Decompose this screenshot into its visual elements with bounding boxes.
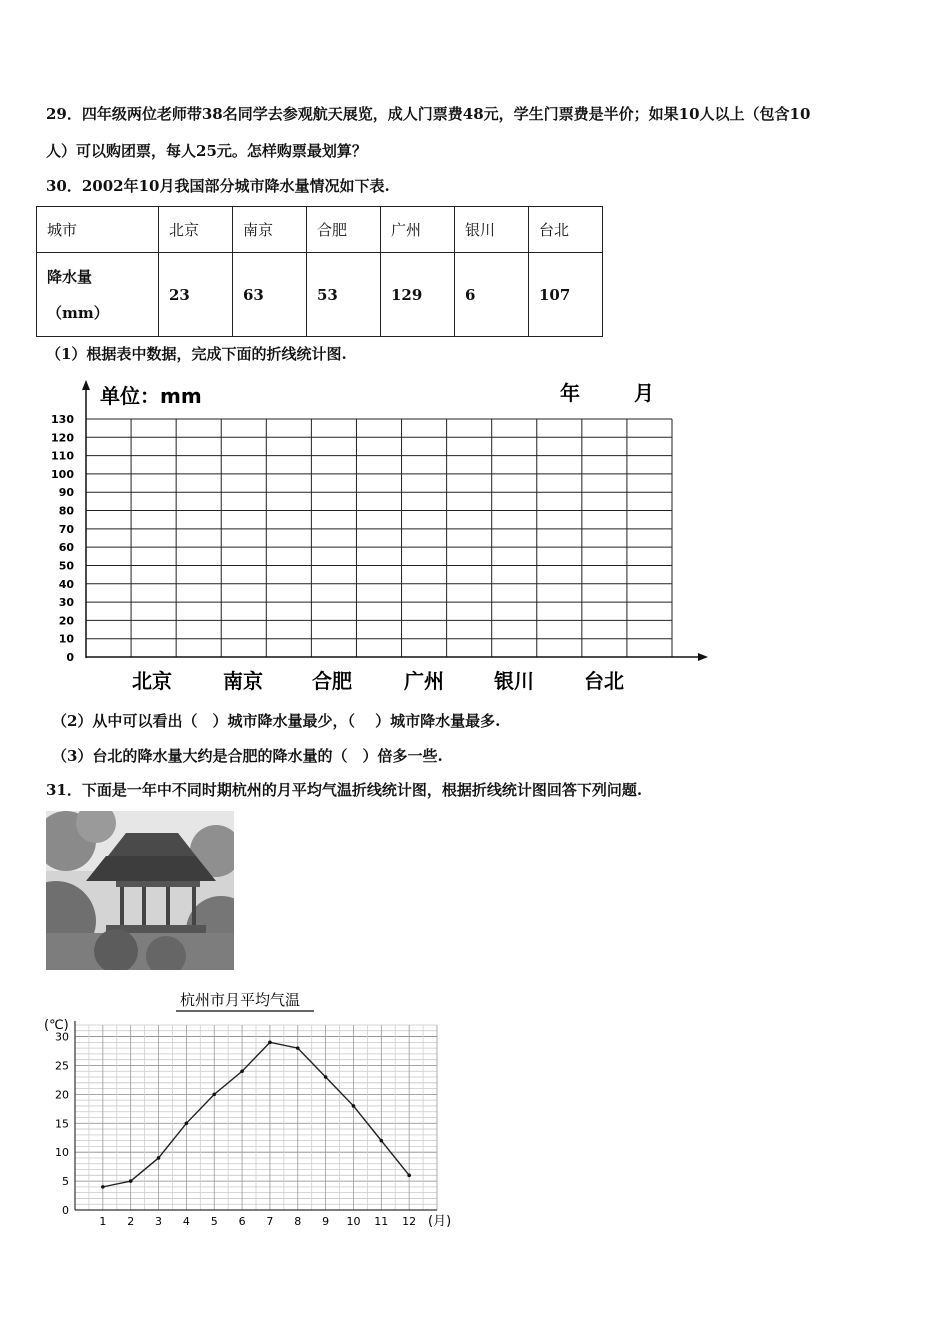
- temperature-line-chart: [30, 985, 470, 1235]
- chart-title: 杭州市月平均气温: [180, 991, 301, 1009]
- y-tick-label: 50: [58, 559, 74, 573]
- y-tick-label: 10: [58, 632, 74, 646]
- blank-line-chart: [0, 370, 950, 700]
- y-tick-label: 20: [55, 1088, 69, 1102]
- x-category-label: 广州: [404, 669, 444, 693]
- x-category-label: 台北: [584, 669, 624, 693]
- temperature-data-point: [296, 1046, 300, 1050]
- month-label: 月: [634, 381, 654, 405]
- rainfall-table: [36, 206, 603, 337]
- table-cell-city: 合肥: [307, 207, 381, 253]
- y-tick-label: 70: [58, 522, 74, 536]
- y-tick-label: 25: [55, 1059, 69, 1073]
- y-tick-label: 110: [51, 449, 74, 463]
- x-axis-label: (月): [428, 1214, 452, 1229]
- q29-line-1: 29．四年级两位老师带38名同学去参观航天展览，成人门票费48元，学生门票费是半价；如果10人以上（包含10: [46, 105, 811, 123]
- x-tick-label: 11: [374, 1215, 389, 1228]
- temperature-data-point: [101, 1185, 105, 1189]
- q30-part3: （3）台北的降水量大约是合肥的降水量的（ ）倍多一些.: [52, 747, 443, 765]
- blank-chart-y-ticks: [51, 413, 74, 664]
- q29-line-2: 人）可以购团票，每人25元。怎样购票最划算？: [46, 142, 367, 160]
- q30-part1: （1）根据表中数据，完成下面的折线统计图.: [46, 345, 347, 363]
- temperature-data-point: [324, 1075, 328, 1079]
- y-tick-label: 30: [58, 596, 74, 610]
- temperature-data-point: [129, 1179, 133, 1183]
- y-tick-label: 130: [51, 413, 74, 426]
- temperature-data-point: [240, 1069, 244, 1073]
- unit-label: 单位：mm: [100, 384, 202, 408]
- temperature-data-point: [352, 1104, 356, 1108]
- table-cell-city: 台北: [529, 207, 603, 253]
- x-tick-label: 5: [210, 1215, 218, 1228]
- temperature-data-point: [407, 1174, 411, 1178]
- table-cell-city: 北京: [159, 207, 233, 253]
- x-axis-arrow-icon: [698, 653, 708, 661]
- temperature-data-point: [268, 1041, 272, 1045]
- x-tick-label: 9: [322, 1215, 330, 1228]
- table-cell-value: 23: [159, 253, 233, 337]
- y-tick-label: 0: [66, 651, 74, 664]
- y-tick-label: 20: [58, 614, 74, 628]
- table-cell-value: 63: [233, 253, 307, 337]
- q31-intro: 31．下面是一年中不同时期杭州的月平均气温折线统计图，根据折线统计图回答下列问题.: [46, 781, 643, 799]
- y-tick-label: 40: [58, 577, 74, 591]
- table-cell-city: 南京: [233, 207, 307, 253]
- table-row-rainfall: [37, 253, 603, 337]
- pavilion-photo: [46, 811, 234, 970]
- y-axis-label: (℃): [44, 1018, 69, 1033]
- temperature-data-point: [157, 1156, 161, 1160]
- temperature-data-point: [380, 1139, 384, 1143]
- x-tick-label: 3: [155, 1215, 163, 1228]
- table-row-city: [37, 207, 603, 253]
- x-tick-label: 10: [346, 1215, 361, 1228]
- table-cell-value: 107: [529, 253, 603, 337]
- y-tick-label: 10: [55, 1146, 69, 1160]
- y-tick-label: 30: [55, 1030, 69, 1044]
- x-tick-label: 8: [294, 1215, 302, 1228]
- temperature-data-point: [185, 1121, 189, 1125]
- x-category-label: 南京: [223, 669, 263, 693]
- table-cell-city: 银川: [455, 207, 529, 253]
- rainfall-label: 降水量: [47, 267, 93, 286]
- x-tick-label: 12: [402, 1215, 417, 1228]
- y-tick-label: 15: [55, 1117, 69, 1131]
- q30-part2: （2）从中可以看出（ ）城市降水量最少，（ ）城市降水量最多.: [52, 712, 501, 730]
- table-cell-value: 6: [455, 253, 529, 337]
- q30-intro: 30．2002年10月我国部分城市降水量情况如下表.: [46, 177, 390, 195]
- x-category-label: 合肥: [312, 669, 352, 693]
- table-cell-value: 129: [381, 253, 455, 337]
- table-header-rainfall: [37, 253, 159, 337]
- y-tick-label: 100: [51, 467, 74, 481]
- y-tick-label: 90: [58, 486, 74, 500]
- y-tick-label: 0: [62, 1204, 69, 1217]
- x-tick-label: 4: [182, 1215, 190, 1228]
- table-header-city: 城市: [37, 207, 159, 253]
- x-tick-label: 2: [127, 1215, 135, 1228]
- x-category-label: 银川: [494, 669, 534, 693]
- y-tick-label: 60: [58, 541, 74, 555]
- year-label: 年: [560, 381, 580, 405]
- blank-chart-grid: [86, 419, 672, 657]
- table-cell-value: 53: [307, 253, 381, 337]
- temperature-data-point: [212, 1093, 216, 1097]
- x-tick-label: 7: [266, 1215, 274, 1228]
- blank-chart-x-labels: [132, 669, 624, 693]
- x-category-label: 北京: [132, 669, 172, 693]
- y-tick-label: 5: [62, 1175, 69, 1189]
- table-cell-city: 广州: [381, 207, 455, 253]
- y-axis-arrow-icon: [82, 380, 90, 390]
- y-tick-label: 120: [51, 431, 74, 445]
- y-tick-label: 80: [58, 504, 74, 518]
- x-tick-label: 6: [238, 1215, 246, 1228]
- x-tick-label: 1: [99, 1215, 107, 1228]
- rainfall-unit: （mm）: [47, 303, 109, 322]
